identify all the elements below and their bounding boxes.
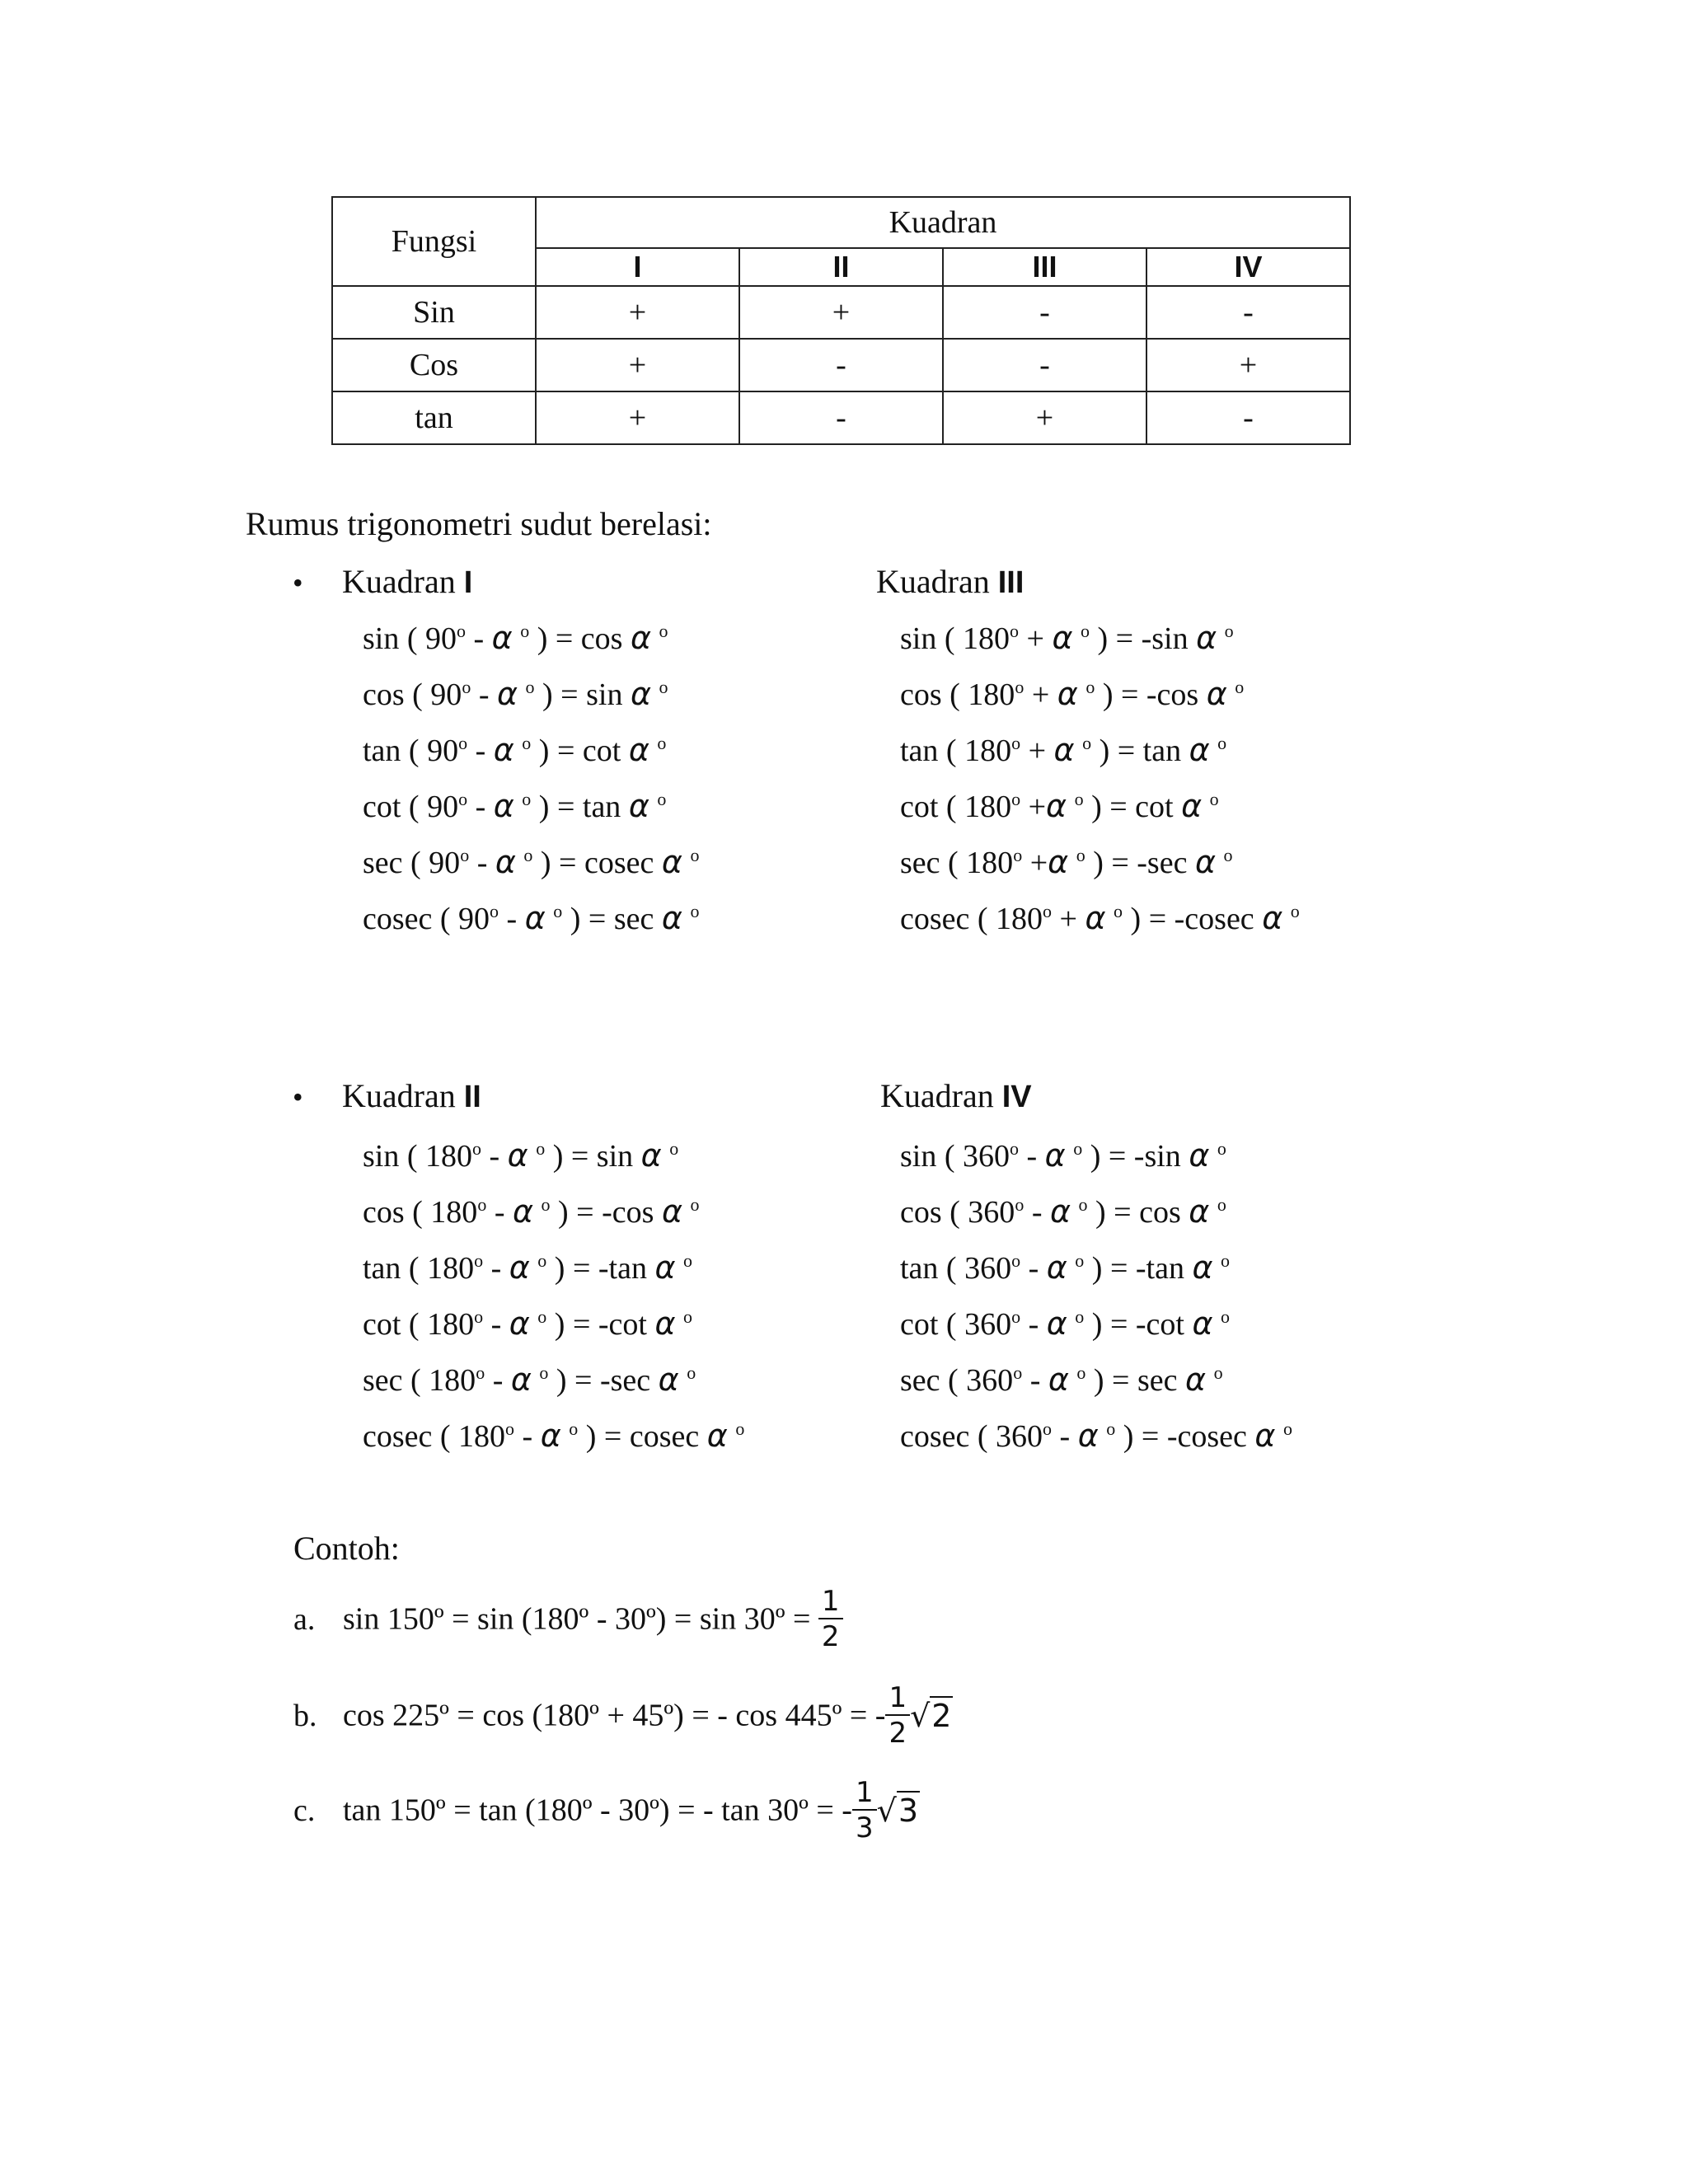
formula-q1-cos: cos ( 90$^o$ - α $^o$ ) = sin α $^o$ xyxy=(363,676,668,712)
row-label: tan xyxy=(332,391,536,444)
formula-q1-cosec: cosec ( 90$^o$ - α $^o$ ) = sec α $^o$ xyxy=(363,900,700,936)
square-root: √3 xyxy=(876,1792,919,1829)
roman-numeral: III xyxy=(997,565,1025,600)
formula-q1-tan: tan ( 90$^o$ - α $^o$ ) = cot α $^o$ xyxy=(363,732,667,768)
bullet-icon: • xyxy=(293,566,303,599)
sign-cell: + xyxy=(1146,339,1350,391)
roman-numeral: II xyxy=(463,1080,481,1114)
contoh-label: Contoh: xyxy=(293,1530,400,1567)
kuadran-word: Kuadran xyxy=(880,1077,994,1114)
example-c xyxy=(293,1776,920,1844)
bullet-icon: • xyxy=(293,1080,303,1113)
quadrant-header-3: III xyxy=(943,248,1146,286)
formula-q4-cosec: cosec ( 360$^o$ - α $^o$ ) = -cosec α $^o$ xyxy=(900,1418,1292,1454)
kuadran-3-title xyxy=(876,562,1024,601)
list-marker: a. xyxy=(293,1601,316,1637)
sign-cell: + xyxy=(536,339,739,391)
kuadran-word: Kuadran xyxy=(342,563,456,600)
list-marker: c. xyxy=(293,1793,316,1828)
formula-q4-tan: tan ( 360$^o$ - α $^o$ ) = -tan α $^o$ xyxy=(900,1249,1231,1286)
quadrant-header-2: II xyxy=(739,248,943,286)
formula-q1-cot: cot ( 90$^o$ - α $^o$ ) = tan α $^o$ xyxy=(363,788,667,824)
fraction: $\frac{1}{2}$ xyxy=(885,1684,910,1747)
sign-cell: + xyxy=(739,286,943,339)
example-a xyxy=(293,1587,843,1651)
formula-q3-sec: sec ( $180^o +\alpha$ $^o$ ) = -sec α $^o$ xyxy=(900,844,1233,880)
quadrant-header-1: I xyxy=(536,248,739,286)
roman-numeral: IV xyxy=(1001,1080,1032,1114)
row-label: Cos xyxy=(332,339,536,391)
formula-q3-cot: cot ( $180^o +\alpha$ $^o$ ) = cot α $^o$ xyxy=(900,788,1219,824)
formula-q2-cosec: cosec ( 180$^o$ - α $^o$ ) = cosec α $^o$ xyxy=(363,1418,745,1454)
table-row xyxy=(332,391,1350,444)
header-fungsi: Fungsi xyxy=(332,197,536,286)
sign-cell: - xyxy=(1146,391,1350,444)
formula-q3-cosec: cosec ( $180^o + \alpha$ $^o$ ) = -cosec α $^o$ xyxy=(900,900,1300,936)
formula-q2-tan: tan ( 180$^o$ - α $^o$ ) = -tan α $^o$ xyxy=(363,1249,693,1286)
formula-q3-sin: sin ( $180^o + \alpha$ $^o$ ) = -sin α $^o$ xyxy=(900,620,1234,656)
table-row xyxy=(332,286,1350,339)
example-text: tan 150º = tan (180º - 30º) = - tan 30º = - xyxy=(343,1793,852,1828)
sign-cell: - xyxy=(943,339,1146,391)
sign-cell: - xyxy=(943,286,1146,339)
sign-cell: - xyxy=(739,391,943,444)
formula-q4-cot: cot ( 360$^o$ - α $^o$ ) = -cot α $^o$ xyxy=(900,1305,1231,1342)
kuadran-2-title xyxy=(342,1076,481,1115)
formula-q3-tan: tan ( $180^o + \alpha$ $^o$ ) = tan α $^o$ xyxy=(900,732,1227,768)
quadrant-header-4: IV xyxy=(1146,248,1350,286)
formula-q2-sec: sec ( 180$^o$ - α $^o$ ) = -sec α $^o$ xyxy=(363,1361,696,1398)
kuadran-word: Kuadran xyxy=(876,563,990,600)
kuadran-word: Kuadran xyxy=(342,1077,456,1114)
formula-q4-sec: sec ( 360$^o$ - α $^o$ ) = sec α $^o$ xyxy=(900,1361,1223,1398)
formula-q3-cos: cos ( $180^o + \alpha$ $^o$ ) = -cos α $^o$ xyxy=(900,676,1245,712)
roman-numeral: I xyxy=(463,565,473,600)
kuadran-4-title xyxy=(880,1076,1032,1115)
formula-q4-sin: sin ( 360$^o$ - α $^o$ ) = -sin α $^o$ xyxy=(900,1137,1226,1174)
sign-cell: + xyxy=(536,391,739,444)
formula-q1-sin: sin ( 90$^o$ - α $^o$ ) = cos α $^o$ xyxy=(363,620,668,656)
row-label: Sin xyxy=(332,286,536,339)
example-text: sin 150º = sin (180º - 30º) = sin 30º = xyxy=(343,1601,818,1637)
table-row xyxy=(332,339,1350,391)
formula-q2-sin: sin ( 180$^o$ - α $^o$ ) = sin α $^o$ xyxy=(363,1137,679,1174)
header-kuadran: Kuadran xyxy=(536,197,1350,248)
sign-cell: + xyxy=(943,391,1146,444)
sign-cell: - xyxy=(1146,286,1350,339)
section-heading: Rumus trigonometri sudut berelasi: xyxy=(246,505,712,542)
kuadran-1-title xyxy=(342,562,472,601)
fraction: $\frac{1}{2}$ xyxy=(818,1587,843,1651)
list-marker: b. xyxy=(293,1698,317,1733)
sign-cell: - xyxy=(739,339,943,391)
square-root: √2 xyxy=(910,1697,952,1734)
formula-q2-cos: cos ( 180$^o$ - α $^o$ ) = -cos α $^o$ xyxy=(363,1193,700,1230)
formula-q1-sec: sec ( 90$^o$ - α $^o$ ) = cosec α $^o$ xyxy=(363,844,700,880)
formula-q2-cot: cot ( 180$^o$ - α $^o$ ) = -cot α $^o$ xyxy=(363,1305,693,1342)
example-b xyxy=(293,1681,953,1750)
fraction: $\frac{1}{3}$ xyxy=(852,1779,877,1842)
sign-cell: + xyxy=(536,286,739,339)
quadrant-sign-table xyxy=(331,196,1351,445)
formula-q4-cos: cos ( 360$^o$ - α $^o$ ) = cos α $^o$ xyxy=(900,1193,1226,1230)
example-text: cos 225º = cos (180º + 45º) = - cos 445º = - xyxy=(343,1698,886,1733)
